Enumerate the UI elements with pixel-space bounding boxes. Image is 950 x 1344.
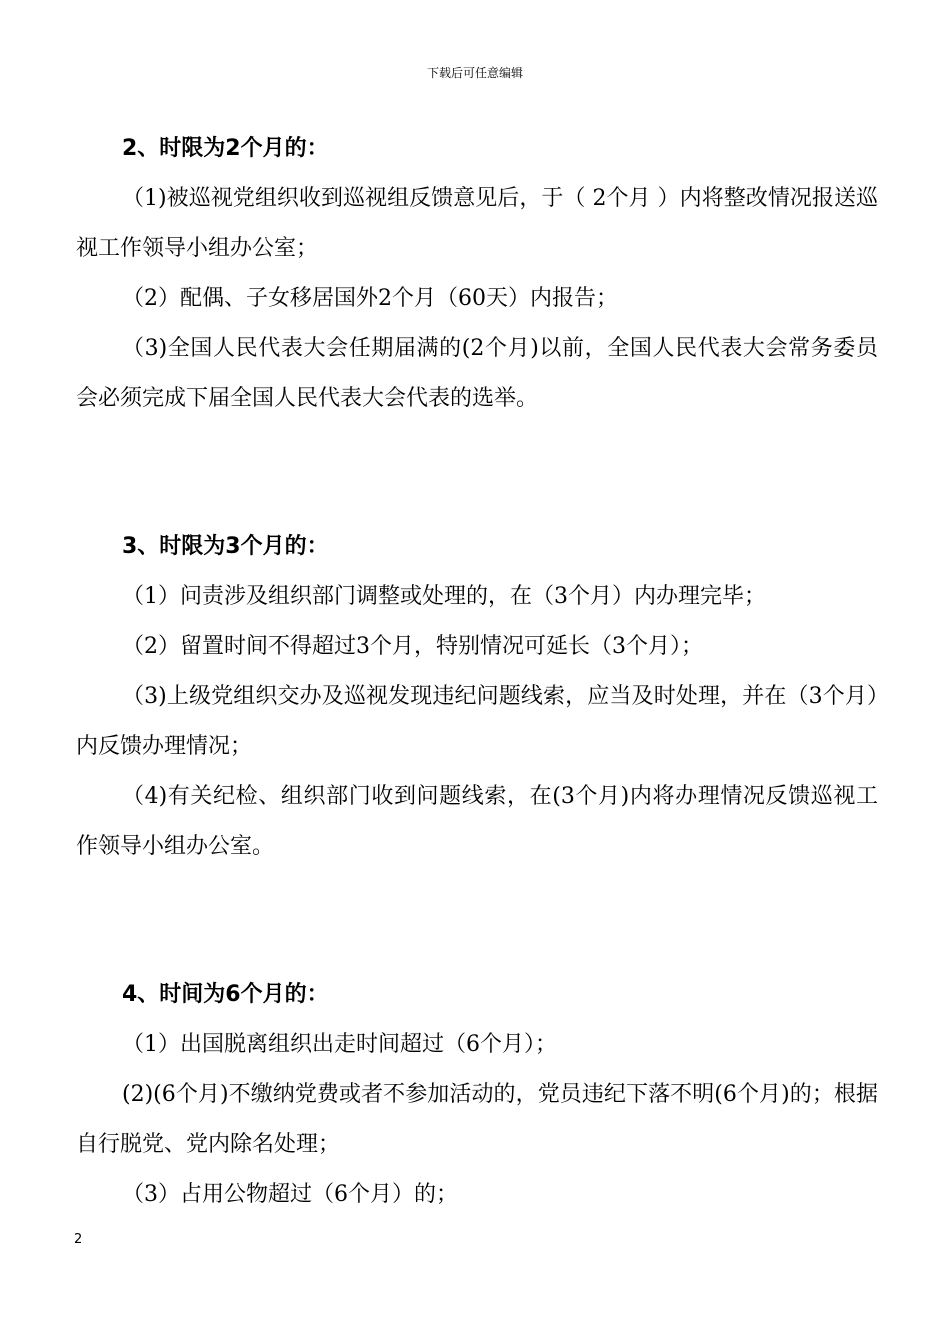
- section-heading: 3、时限为3个月的：: [122, 534, 329, 559]
- section-heading: 4、时间为6个月的：: [122, 982, 329, 1007]
- section-3-months: [76, 522, 878, 872]
- list-item: （2）留置时间不得超过3个月，特别情况可延长（3个月）；: [122, 634, 703, 659]
- section-2-months: [76, 124, 878, 424]
- list-item: (2)(6个月)不缴纳党费或者不参加活动的，党员违纪下落不明(6个月)的；根据自行脱党、党内除名处理；: [76, 1082, 878, 1157]
- page-header: 下载后可任意编辑: [426, 66, 523, 80]
- document-body: [76, 124, 878, 1220]
- section-heading: 2、时限为2个月的：: [122, 136, 329, 161]
- list-item: （3)上级党组织交办及巡视发现违纪问题线索，应当及时处理，并在（3个月）内反馈办理情况；: [76, 684, 878, 759]
- list-item: （1）出国脱离组织出走时间超过（6个月）；: [122, 1032, 557, 1057]
- list-item: （1）问责涉及组织部门调整或处理的，在（3个月）内办理完毕；: [122, 584, 766, 609]
- list-item: （2）配偶、子女移居国外2个月（60天）内报告；: [122, 286, 618, 311]
- list-item: （4)有关纪检、组织部门收到问题线索，在(3个月)内将办理情况反馈巡视工作领导小组办公室。: [76, 784, 878, 859]
- page-number: 2: [74, 1232, 83, 1247]
- section-6-months: [76, 970, 878, 1220]
- list-item: （3)全国人民代表大会任期届满的(2个月)以前，全国人民代表大会常务委员会必须完成下届全国人民代表大会代表的选举。: [76, 336, 878, 411]
- list-item: （3）占用公物超过（6个月）的；: [122, 1182, 458, 1207]
- list-item: （1)被巡视党组织收到巡视组反馈意见后，于（ 2个月 ）内将整改情况报送巡视工作领导小组办公室；: [76, 186, 878, 261]
